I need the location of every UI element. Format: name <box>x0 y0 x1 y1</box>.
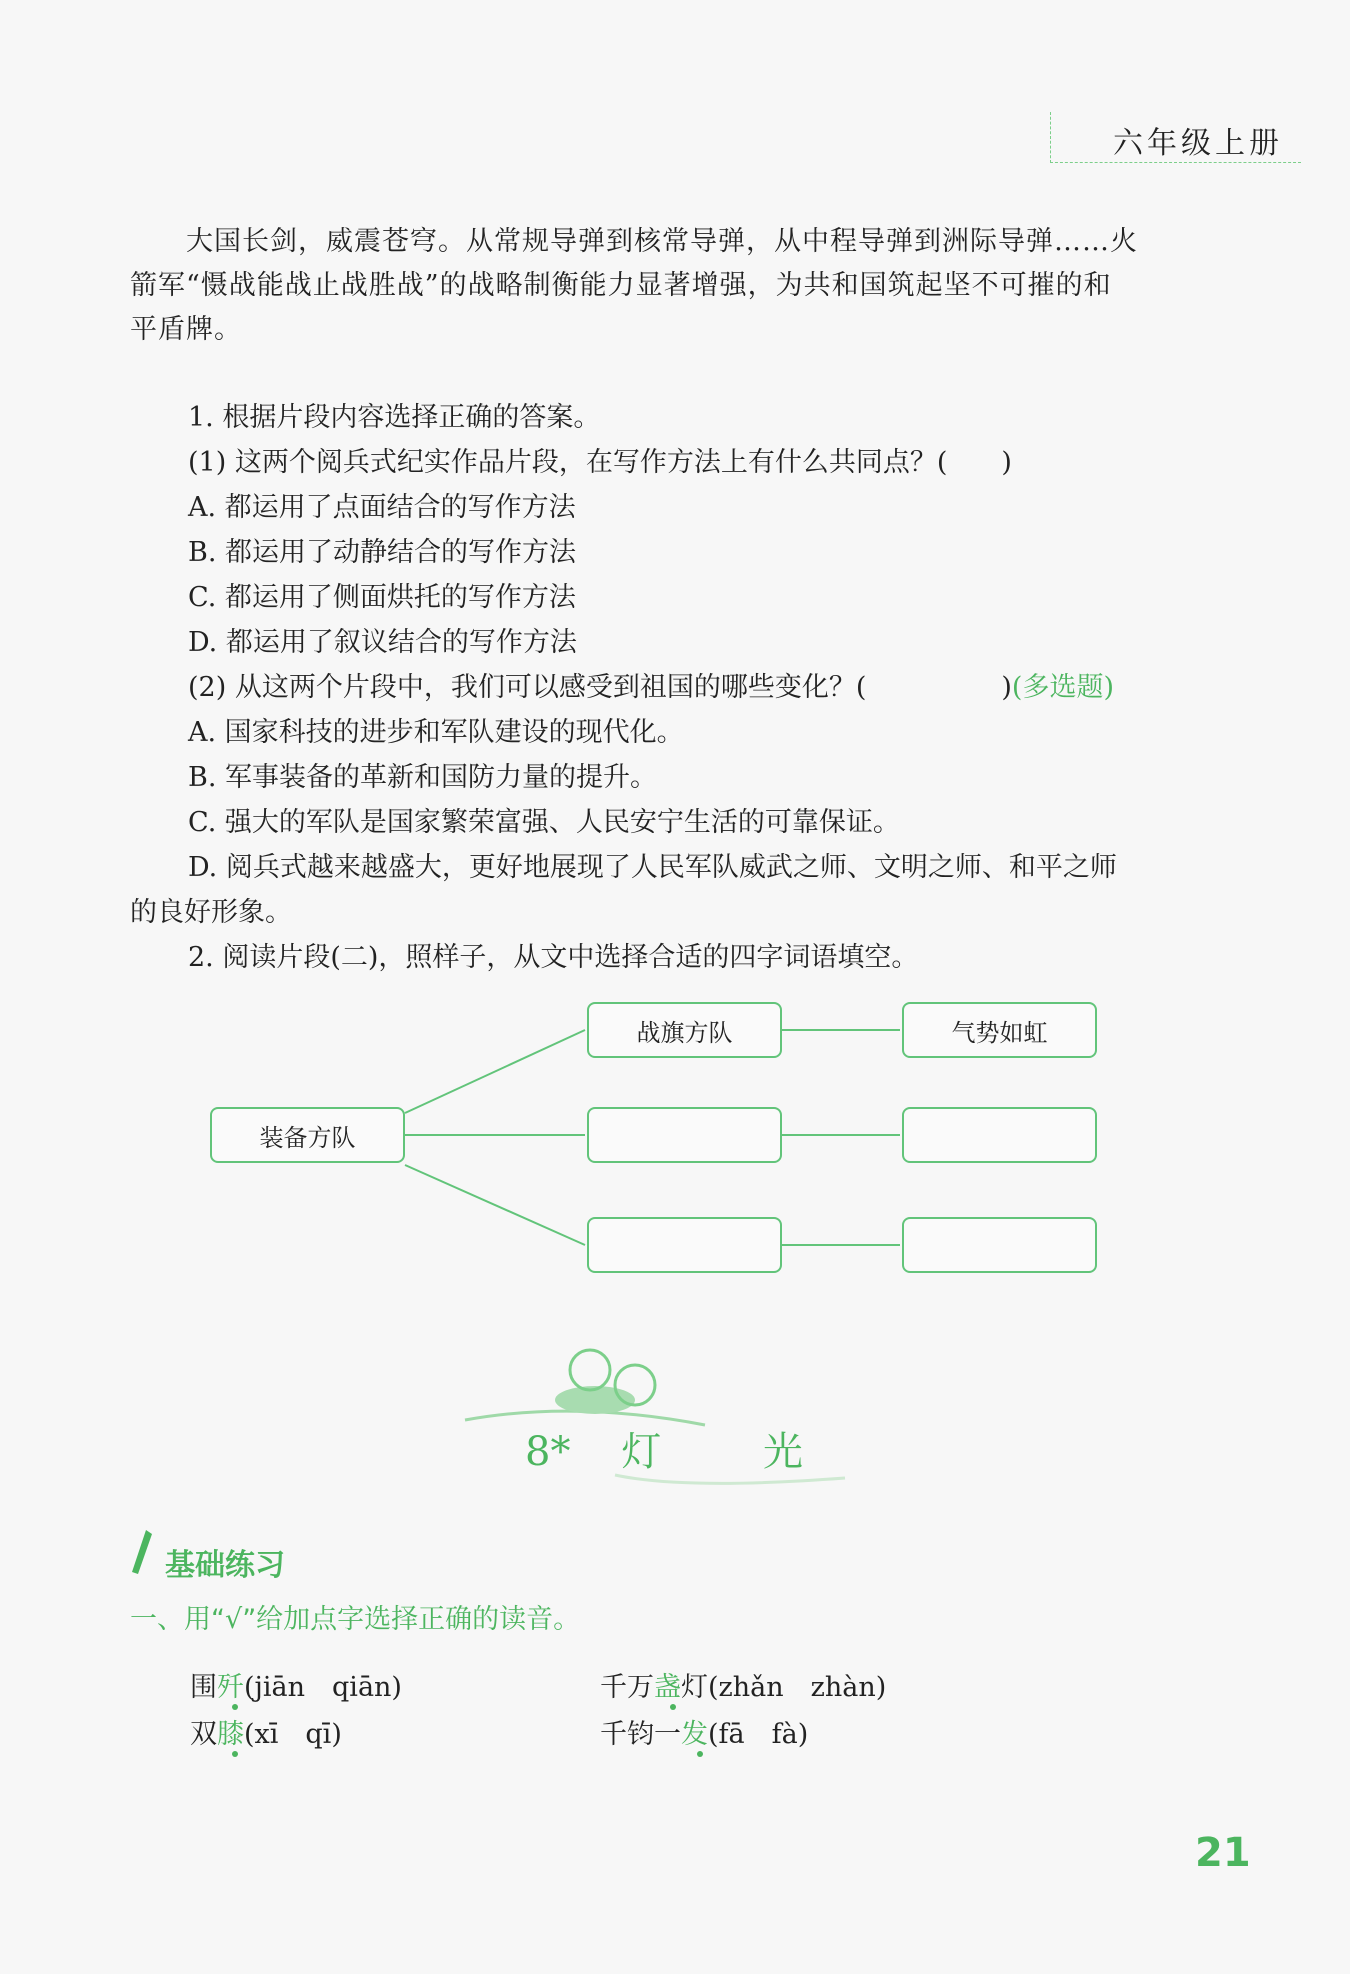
emphasis-dot <box>670 1704 676 1710</box>
q1-title: 1. 根据片段内容选择正确的答案。 <box>188 402 601 433</box>
section-title: 基础练习 <box>165 1548 285 1583</box>
option: A. 都运用了点面结合的写作方法 <box>188 492 576 523</box>
diagram-box-row1-left: 战旗方队 <box>587 1002 782 1058</box>
multi-select-tag: (多选题) <box>1011 672 1114 703</box>
dotted-char: 歼 <box>217 1672 244 1703</box>
grade-label: 六年级上册 <box>1113 126 1283 161</box>
q1-sub1-question: (1) 这两个阅兵式纪实作品片段，在写作方法上有什么共同点？( ) <box>188 447 1012 478</box>
diagram-blank-box[interactable] <box>902 1217 1097 1273</box>
q2-title: 2. 阅读片段(二)，照样子，从文中选择合适的四字词语填空。 <box>188 942 919 973</box>
option: A. 国家科技的进步和军队建设的现代化。 <box>188 717 684 748</box>
passage-line: 大国长剑，威震苍穹。从常规导弹到核常导弹，从中程导弹到洲际导弹……火 <box>186 226 1138 257</box>
diagram-blank-box[interactable] <box>902 1107 1097 1163</box>
option: C. 都运用了侧面烘托的写作方法 <box>188 582 576 613</box>
emphasis-dot <box>697 1751 703 1757</box>
option: D. 阅兵式越来越盛大，更好地展现了人民军队威武之师、文明之师、和平之师 <box>188 852 1117 883</box>
emphasis-dot <box>232 1704 238 1710</box>
lesson-title-char: 光 <box>763 1429 804 1475</box>
pinyin-item: 围歼(jiān qiān) <box>190 1672 402 1703</box>
pinyin-item: 千万盏灯(zhǎn zhàn) <box>600 1672 887 1703</box>
option: B. 都运用了动静结合的写作方法 <box>188 537 577 568</box>
diagram-root-box: 装备方队 <box>210 1107 405 1163</box>
section-question: 一、用“√”给加点字选择正确的读音。 <box>130 1604 581 1635</box>
diagram-blank-box[interactable] <box>587 1107 782 1163</box>
passage-line: 平盾牌。 <box>130 314 242 345</box>
diagram-blank-box[interactable] <box>587 1217 782 1273</box>
lesson-number: 8* <box>525 1429 571 1475</box>
lesson-title <box>525 1420 803 1477</box>
lesson-title-char: 灯 <box>621 1429 662 1475</box>
emphasis-dot <box>232 1751 238 1757</box>
option: C. 强大的军队是国家繁荣富强、人民安宁生活的可靠保证。 <box>188 807 900 838</box>
pencil-icon <box>128 1528 154 1578</box>
option-continued: 的良好形象。 <box>130 897 292 928</box>
option: B. 军事装备的革新和国防力量的提升。 <box>188 762 658 793</box>
option: D. 都运用了叙议结合的写作方法 <box>188 627 577 658</box>
page-number: 21 <box>1195 1830 1251 1876</box>
dotted-char: 膝 <box>217 1719 244 1750</box>
dotted-char: 盏 <box>654 1672 681 1703</box>
q1-sub2-text: (2) 从这两个片段中，我们可以感受到祖国的哪些变化？( ) <box>188 672 1012 703</box>
pinyin-item: 千钧一发(fā fà) <box>600 1719 809 1750</box>
pinyin-item: 双膝(xī qī) <box>190 1719 342 1750</box>
diagram-box-row1-right: 气势如虹 <box>902 1002 1097 1058</box>
passage-line: 箭军“慑战能战止战胜战”的战略制衡能力显著增强，为共和国筑起坚不可摧的和 <box>130 270 1112 301</box>
dotted-char: 发 <box>681 1719 708 1750</box>
